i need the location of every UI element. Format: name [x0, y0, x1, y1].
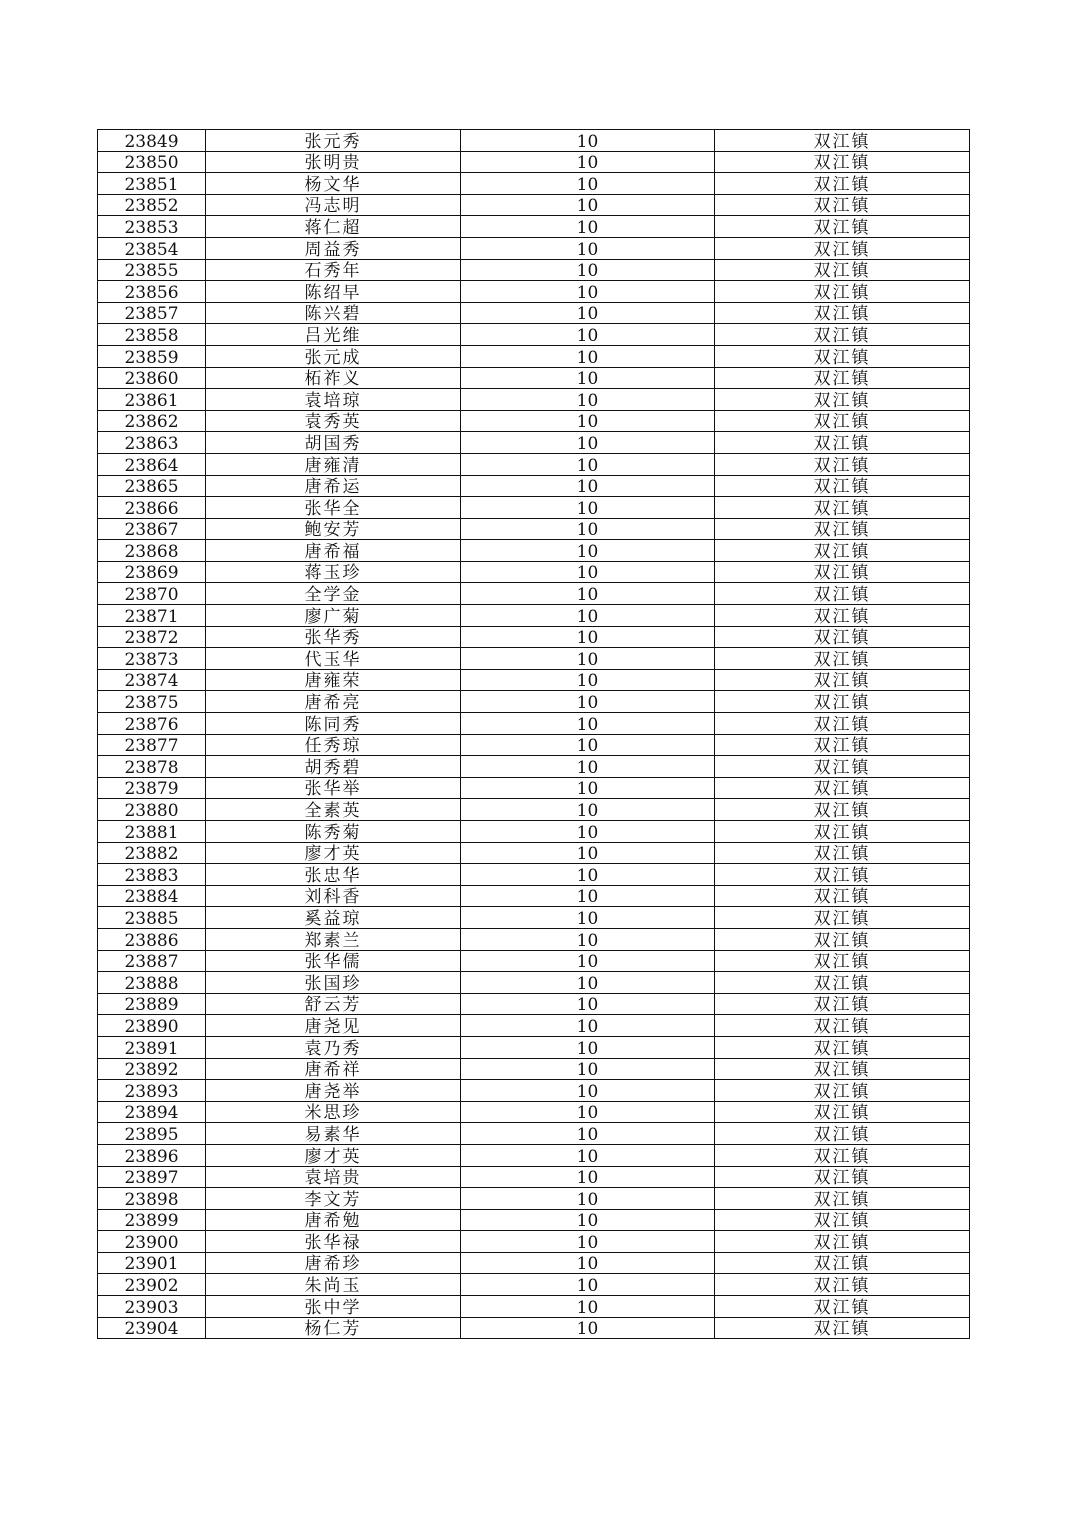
cell-amount: 10 [461, 1296, 715, 1318]
table-row [98, 669, 970, 691]
cell-town: 双江镇 [715, 237, 970, 259]
cell-amount: 10 [461, 345, 715, 367]
cell-id: 23873 [98, 648, 206, 670]
cell-town: 双江镇 [715, 1036, 970, 1058]
cell-id: 23883 [98, 864, 206, 886]
cell-town: 双江镇 [715, 540, 970, 562]
cell-town: 双江镇 [715, 1317, 970, 1339]
table-row [98, 1080, 970, 1102]
cell-name: 陈绍早 [206, 281, 461, 303]
table-row [98, 389, 970, 411]
cell-amount: 10 [461, 713, 715, 735]
cell-amount: 10 [461, 864, 715, 886]
cell-amount: 10 [461, 1080, 715, 1102]
cell-amount: 10 [461, 237, 715, 259]
table-row [98, 928, 970, 950]
cell-town: 双江镇 [715, 993, 970, 1015]
cell-amount: 10 [461, 691, 715, 713]
cell-id: 23900 [98, 1231, 206, 1253]
cell-town: 双江镇 [715, 691, 970, 713]
table-row [98, 648, 970, 670]
table-row [98, 173, 970, 195]
cell-amount: 10 [461, 1166, 715, 1188]
table-row [98, 1058, 970, 1080]
cell-id: 23888 [98, 972, 206, 994]
cell-name: 代玉华 [206, 648, 461, 670]
cell-amount: 10 [461, 216, 715, 238]
cell-town: 双江镇 [715, 194, 970, 216]
table-row [98, 302, 970, 324]
cell-name: 廖才英 [206, 1144, 461, 1166]
cell-id: 23891 [98, 1036, 206, 1058]
cell-town: 双江镇 [715, 518, 970, 540]
cell-town: 双江镇 [715, 799, 970, 821]
table-row [98, 151, 970, 173]
cell-town: 双江镇 [715, 1101, 970, 1123]
table-row [98, 475, 970, 497]
table-row [98, 453, 970, 475]
cell-amount: 10 [461, 540, 715, 562]
table-row [98, 130, 970, 152]
cell-name: 唐希勉 [206, 1209, 461, 1231]
cell-amount: 10 [461, 972, 715, 994]
cell-id: 23895 [98, 1123, 206, 1145]
cell-id: 23855 [98, 259, 206, 281]
cell-town: 双江镇 [715, 367, 970, 389]
table-row [98, 410, 970, 432]
table-row [98, 367, 970, 389]
cell-id: 23862 [98, 410, 206, 432]
cell-amount: 10 [461, 950, 715, 972]
cell-id: 23901 [98, 1252, 206, 1274]
cell-amount: 10 [461, 1058, 715, 1080]
table-row [98, 1296, 970, 1318]
cell-name: 陈秀菊 [206, 821, 461, 843]
cell-town: 双江镇 [715, 345, 970, 367]
table-row [98, 842, 970, 864]
cell-town: 双江镇 [715, 1274, 970, 1296]
cell-id: 23897 [98, 1166, 206, 1188]
table-row [98, 432, 970, 454]
cell-amount: 10 [461, 993, 715, 1015]
cell-id: 23903 [98, 1296, 206, 1318]
cell-id: 23867 [98, 518, 206, 540]
cell-name: 袁乃秀 [206, 1036, 461, 1058]
cell-amount: 10 [461, 1144, 715, 1166]
cell-name: 袁培贵 [206, 1166, 461, 1188]
cell-town: 双江镇 [715, 1188, 970, 1210]
cell-town: 双江镇 [715, 1166, 970, 1188]
cell-town: 双江镇 [715, 821, 970, 843]
cell-name: 舒云芳 [206, 993, 461, 1015]
cell-id: 23886 [98, 928, 206, 950]
cell-amount: 10 [461, 367, 715, 389]
cell-id: 23860 [98, 367, 206, 389]
cell-name: 全学金 [206, 583, 461, 605]
cell-town: 双江镇 [715, 907, 970, 929]
cell-amount: 10 [461, 1123, 715, 1145]
cell-name: 吕光维 [206, 324, 461, 346]
table-row [98, 993, 970, 1015]
cell-name: 蒋仁超 [206, 216, 461, 238]
cell-name: 唐尧见 [206, 1015, 461, 1037]
cell-name: 廖才英 [206, 842, 461, 864]
table-row [98, 583, 970, 605]
cell-town: 双江镇 [715, 281, 970, 303]
table-row [98, 281, 970, 303]
cell-id: 23899 [98, 1209, 206, 1231]
table-row [98, 561, 970, 583]
table-row [98, 885, 970, 907]
cell-amount: 10 [461, 1101, 715, 1123]
cell-id: 23869 [98, 561, 206, 583]
cell-name: 张明贵 [206, 151, 461, 173]
cell-name: 陈同秀 [206, 713, 461, 735]
cell-name: 易素华 [206, 1123, 461, 1145]
table-row [98, 324, 970, 346]
table-row [98, 756, 970, 778]
cell-id: 23863 [98, 432, 206, 454]
cell-town: 双江镇 [715, 713, 970, 735]
cell-id: 23904 [98, 1317, 206, 1339]
cell-amount: 10 [461, 389, 715, 411]
table-row [98, 1166, 970, 1188]
cell-id: 23865 [98, 475, 206, 497]
cell-name: 张华全 [206, 497, 461, 519]
cell-amount: 10 [461, 1188, 715, 1210]
table-row [98, 518, 970, 540]
table-row [98, 1252, 970, 1274]
cell-town: 双江镇 [715, 626, 970, 648]
table-row [98, 1036, 970, 1058]
cell-town: 双江镇 [715, 410, 970, 432]
cell-id: 23854 [98, 237, 206, 259]
cell-name: 杨文华 [206, 173, 461, 195]
table-row [98, 864, 970, 886]
cell-amount: 10 [461, 756, 715, 778]
roster-table [97, 129, 970, 1339]
cell-name: 唐希运 [206, 475, 461, 497]
cell-name: 李文芳 [206, 1188, 461, 1210]
cell-amount: 10 [461, 605, 715, 627]
cell-name: 唐希福 [206, 540, 461, 562]
table-row [98, 626, 970, 648]
cell-name: 奚益琼 [206, 907, 461, 929]
cell-id: 23871 [98, 605, 206, 627]
cell-amount: 10 [461, 648, 715, 670]
cell-id: 23872 [98, 626, 206, 648]
table-row [98, 605, 970, 627]
cell-name: 郑素兰 [206, 928, 461, 950]
cell-amount: 10 [461, 475, 715, 497]
cell-id: 23851 [98, 173, 206, 195]
cell-town: 双江镇 [715, 842, 970, 864]
cell-town: 双江镇 [715, 885, 970, 907]
table-row [98, 1123, 970, 1145]
cell-name: 任秀琼 [206, 734, 461, 756]
cell-amount: 10 [461, 518, 715, 540]
cell-name: 张华秀 [206, 626, 461, 648]
roster-table-body [98, 130, 970, 1339]
cell-name: 周益秀 [206, 237, 461, 259]
table-row [98, 907, 970, 929]
table-row [98, 713, 970, 735]
cell-id: 23856 [98, 281, 206, 303]
cell-amount: 10 [461, 583, 715, 605]
cell-amount: 10 [461, 432, 715, 454]
cell-amount: 10 [461, 907, 715, 929]
cell-id: 23861 [98, 389, 206, 411]
table-row [98, 734, 970, 756]
cell-amount: 10 [461, 130, 715, 152]
cell-town: 双江镇 [715, 1252, 970, 1274]
cell-id: 23894 [98, 1101, 206, 1123]
cell-id: 23893 [98, 1080, 206, 1102]
cell-town: 双江镇 [715, 756, 970, 778]
cell-id: 23859 [98, 345, 206, 367]
cell-town: 双江镇 [715, 1296, 970, 1318]
cell-amount: 10 [461, 151, 715, 173]
cell-id: 23887 [98, 950, 206, 972]
cell-id: 23874 [98, 669, 206, 691]
cell-amount: 10 [461, 799, 715, 821]
cell-name: 杨仁芳 [206, 1317, 461, 1339]
cell-town: 双江镇 [715, 453, 970, 475]
cell-town: 双江镇 [715, 583, 970, 605]
cell-amount: 10 [461, 777, 715, 799]
cell-town: 双江镇 [715, 1209, 970, 1231]
table-row [98, 950, 970, 972]
table-row [98, 1209, 970, 1231]
cell-name: 张元成 [206, 345, 461, 367]
cell-id: 23875 [98, 691, 206, 713]
cell-town: 双江镇 [715, 432, 970, 454]
cell-town: 双江镇 [715, 475, 970, 497]
cell-amount: 10 [461, 1274, 715, 1296]
cell-id: 23849 [98, 130, 206, 152]
cell-name: 全素英 [206, 799, 461, 821]
cell-amount: 10 [461, 324, 715, 346]
cell-amount: 10 [461, 1036, 715, 1058]
cell-name: 唐希亮 [206, 691, 461, 713]
cell-id: 23896 [98, 1144, 206, 1166]
table-row [98, 194, 970, 216]
cell-town: 双江镇 [715, 173, 970, 195]
cell-town: 双江镇 [715, 605, 970, 627]
cell-amount: 10 [461, 1317, 715, 1339]
cell-name: 蒋玉珍 [206, 561, 461, 583]
cell-id: 23876 [98, 713, 206, 735]
cell-name: 张中学 [206, 1296, 461, 1318]
cell-id: 23877 [98, 734, 206, 756]
cell-id: 23868 [98, 540, 206, 562]
cell-town: 双江镇 [715, 561, 970, 583]
cell-name: 柘祚义 [206, 367, 461, 389]
cell-name: 鲍安芳 [206, 518, 461, 540]
table-row [98, 259, 970, 281]
table-row [98, 1015, 970, 1037]
table-row [98, 540, 970, 562]
cell-id: 23880 [98, 799, 206, 821]
cell-town: 双江镇 [715, 1015, 970, 1037]
cell-id: 23866 [98, 497, 206, 519]
cell-amount: 10 [461, 626, 715, 648]
cell-id: 23857 [98, 302, 206, 324]
cell-town: 双江镇 [715, 777, 970, 799]
cell-id: 23852 [98, 194, 206, 216]
table-row [98, 216, 970, 238]
cell-name: 胡国秀 [206, 432, 461, 454]
cell-id: 23885 [98, 907, 206, 929]
cell-name: 朱尚玉 [206, 1274, 461, 1296]
cell-name: 陈兴碧 [206, 302, 461, 324]
cell-name: 张国珍 [206, 972, 461, 994]
cell-town: 双江镇 [715, 130, 970, 152]
cell-town: 双江镇 [715, 302, 970, 324]
cell-id: 23864 [98, 453, 206, 475]
cell-amount: 10 [461, 281, 715, 303]
table-row [98, 1188, 970, 1210]
cell-id: 23882 [98, 842, 206, 864]
cell-id: 23879 [98, 777, 206, 799]
cell-name: 唐希珍 [206, 1252, 461, 1274]
cell-town: 双江镇 [715, 972, 970, 994]
cell-name: 石秀年 [206, 259, 461, 281]
table-row [98, 1144, 970, 1166]
cell-id: 23892 [98, 1058, 206, 1080]
cell-id: 23902 [98, 1274, 206, 1296]
cell-id: 23898 [98, 1188, 206, 1210]
cell-town: 双江镇 [715, 1231, 970, 1253]
table-row [98, 1317, 970, 1339]
cell-id: 23878 [98, 756, 206, 778]
cell-name: 张华儒 [206, 950, 461, 972]
cell-name: 唐雍清 [206, 453, 461, 475]
cell-name: 张华禄 [206, 1231, 461, 1253]
cell-town: 双江镇 [715, 497, 970, 519]
cell-id: 23884 [98, 885, 206, 907]
cell-town: 双江镇 [715, 1144, 970, 1166]
table-row [98, 237, 970, 259]
table-row [98, 497, 970, 519]
cell-name: 张元秀 [206, 130, 461, 152]
table-row [98, 777, 970, 799]
cell-amount: 10 [461, 410, 715, 432]
cell-id: 23850 [98, 151, 206, 173]
cell-id: 23881 [98, 821, 206, 843]
cell-town: 双江镇 [715, 216, 970, 238]
cell-name: 胡秀碧 [206, 756, 461, 778]
cell-town: 双江镇 [715, 1123, 970, 1145]
cell-name: 唐尧举 [206, 1080, 461, 1102]
cell-amount: 10 [461, 842, 715, 864]
cell-amount: 10 [461, 497, 715, 519]
cell-town: 双江镇 [715, 648, 970, 670]
table-row [98, 799, 970, 821]
cell-town: 双江镇 [715, 669, 970, 691]
cell-amount: 10 [461, 1209, 715, 1231]
cell-amount: 10 [461, 1015, 715, 1037]
cell-town: 双江镇 [715, 389, 970, 411]
table-row [98, 821, 970, 843]
cell-name: 唐希祥 [206, 1058, 461, 1080]
cell-town: 双江镇 [715, 1080, 970, 1102]
cell-amount: 10 [461, 561, 715, 583]
cell-town: 双江镇 [715, 259, 970, 281]
cell-name: 张华举 [206, 777, 461, 799]
cell-town: 双江镇 [715, 324, 970, 346]
cell-amount: 10 [461, 734, 715, 756]
cell-amount: 10 [461, 259, 715, 281]
cell-name: 冯志明 [206, 194, 461, 216]
cell-amount: 10 [461, 1252, 715, 1274]
cell-amount: 10 [461, 173, 715, 195]
cell-town: 双江镇 [715, 734, 970, 756]
cell-amount: 10 [461, 821, 715, 843]
document-page [97, 129, 969, 1339]
cell-town: 双江镇 [715, 928, 970, 950]
table-row [98, 1101, 970, 1123]
table-row [98, 1274, 970, 1296]
cell-amount: 10 [461, 885, 715, 907]
cell-id: 23890 [98, 1015, 206, 1037]
cell-town: 双江镇 [715, 1058, 970, 1080]
cell-amount: 10 [461, 302, 715, 324]
cell-name: 唐雍荣 [206, 669, 461, 691]
cell-town: 双江镇 [715, 151, 970, 173]
cell-name: 袁培琼 [206, 389, 461, 411]
cell-name: 袁秀英 [206, 410, 461, 432]
table-row [98, 1231, 970, 1253]
cell-name: 张忠华 [206, 864, 461, 886]
cell-id: 23870 [98, 583, 206, 605]
cell-amount: 10 [461, 669, 715, 691]
cell-id: 23858 [98, 324, 206, 346]
cell-id: 23889 [98, 993, 206, 1015]
cell-name: 米思珍 [206, 1101, 461, 1123]
table-row [98, 972, 970, 994]
cell-amount: 10 [461, 1231, 715, 1253]
cell-amount: 10 [461, 194, 715, 216]
table-row [98, 691, 970, 713]
cell-id: 23853 [98, 216, 206, 238]
cell-amount: 10 [461, 453, 715, 475]
cell-name: 廖广菊 [206, 605, 461, 627]
cell-amount: 10 [461, 928, 715, 950]
cell-town: 双江镇 [715, 950, 970, 972]
table-row [98, 345, 970, 367]
cell-town: 双江镇 [715, 864, 970, 886]
cell-name: 刘科香 [206, 885, 461, 907]
